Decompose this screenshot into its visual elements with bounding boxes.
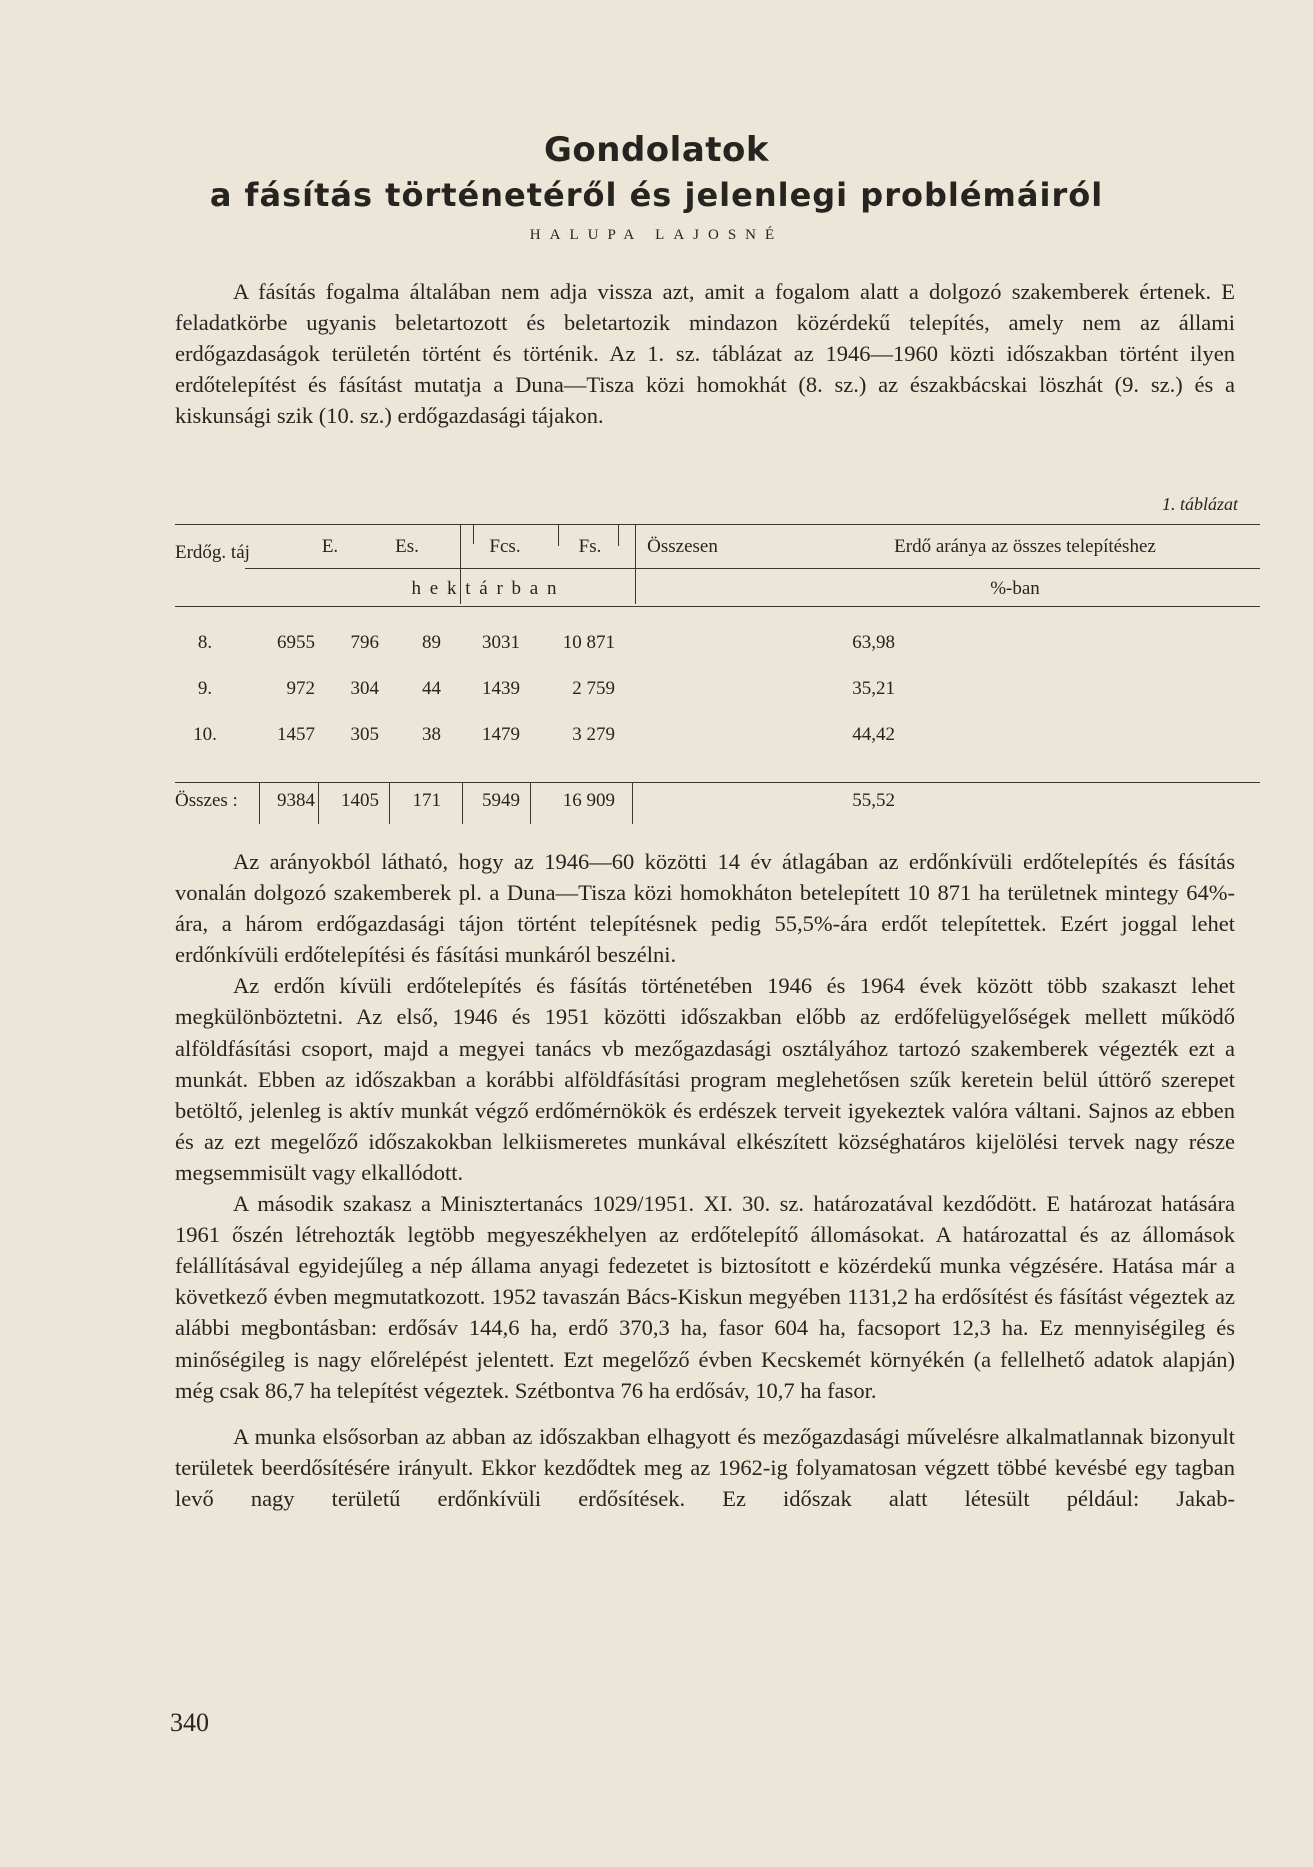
total-cell: 9384 [277, 790, 315, 811]
intro-paragraph [175, 276, 1235, 431]
paragraph: Az erdőn kívüli erdőtelepítés és fásítás történetében 1946 és 1964 évek között több szakaszt lehet megkülönböztetni. Az első, 1946 és 1951 közötti időszakban előbb az erdőfelügyelőségek mellett működő alföldfásítási csoport, majd a megyei tanács vb mezőgazdasági osztályához tartozó szakemberek végezték ezt a munkát. Ebben az időszakban a korábbi alföldfásítási program meglehetősen szűk keretein belül úttörő szerepet betöltő, jelenleg is aktív munkát végző erdőmérnökök és erdészek terveit igyekeztek valóra váltani. Sajnos az ebben és az ezt megelőző időszakokban lelkiismeretes munkával elkészített községhatáros kijelölési tervek nagy része megsemmisült vagy elkallódott. [175, 973, 1235, 1185]
cell-ratio: 44,42 [852, 724, 895, 745]
article-title: Gondolatok [544, 130, 769, 170]
paragraph: A fásítás fogalma általában nem adja vissza azt, amit a fogalom alatt a dolgozó szakemberek értenek. E feladatkörbe ugyanis beletartozott és beletartozik mindazon közérdekű telepítés, amely nem az állami erdőgazdaságok területén történt és történik. Az 1. sz. táblázat az 1946—1960 közti időszakban történt ilyen erdőtelepítést és fásítást mutatja a Duna—Tisza közi homokhát (8. sz.) az északbácskai löszhát (9. sz.) és a kiskunsági szik (10. sz.) erdőgazdasági tájakon. [175, 279, 1235, 429]
header-es: Es. [395, 536, 419, 557]
cell: 1479 [482, 724, 520, 745]
total-label: Összes : [175, 790, 238, 811]
row-label: 9. [197, 678, 213, 699]
cell: 2 759 [572, 678, 615, 699]
cell: 1439 [482, 678, 520, 699]
total-ratio: 55,52 [852, 790, 895, 811]
cell: 3031 [482, 632, 520, 653]
header-e: E. [321, 536, 339, 557]
cell: 6955 [277, 632, 315, 653]
unit-percent: %-ban [990, 578, 1040, 599]
author-name: HALUPA LAJOSNÉ [529, 227, 784, 243]
cell-ratio: 35,21 [852, 678, 895, 699]
row-label: 10. [193, 724, 217, 745]
article-subtitle: a fásítás történetéről és jelenlegi problémáiról [209, 176, 1104, 214]
paragraph: Az arányokból látható, hogy az 1946—60 közötti 14 év átlagában az erdőnkívüli erdőtelepítés és fásítás vonalán dolgozó szakemberek pl. a Duna—Tisza közi homokháton betelepített 10 871 ha területnek mintegy 64%-ára, a három erdőgazdasági tájon történt telepítésnek pedig 55,5%-ára erdőt telepítettek. Ezért joggal lehet erdőnkívüli erdőtelepítési és fásítási munkáról beszélni. [175, 849, 1235, 968]
header-fcs: Fcs. [489, 536, 521, 557]
paragraph: A munka elsősorban az abban az időszakban elhagyott és mezőgazdasági művelésre alkalmatlannak bizonyult területek beerdősítésére irányult. Ekkor kezdődtek meg az 1962-ig folyamatosan végzett többé kevésbé egy tagban levő nagy területű erdőnkívüli erdősítések. Ez időszak alatt létesült például: Jakab- [175, 1423, 1235, 1511]
header-fs: Fs. [578, 536, 602, 557]
cell: 38 [422, 724, 441, 745]
unit-hectare: h e k t á r b a n [411, 578, 559, 599]
total-cell: 1405 [341, 790, 379, 811]
table-caption: 1. táblázat [1161, 494, 1238, 514]
header-total: Összesen [647, 536, 718, 557]
paragraph: A második szakasz a Minisztertanács 1029/1951. XI. 30. sz. határozatával kezdődött. E határozat hatására 1961 őszén létrehozták legtöbb megyeszékhelyen az erdőtelepítő állomásokat. A határozattal és az állomások felállításával egyidejűleg a nép állama anyagi fedezetet is biztosított e közérdekű munka végzésére. Hatása már a következő évben megmutatkozott. 1952 tavaszán Bács-Kiskun megyében 1131,2 ha erdősítést és fásítást végeztek az alábbi megbontásban: erdősáv 144,6 ha, erdő 370,3 ha, fasor 604 ha, facsoport 12,3 ha. Ez mennyiségileg és minőségileg is nagy előrelépést jelentett. Ezt megelőző évben Kecskemét környékén (a fellelhető adatok alapján) még csak 86,7 ha telepítést végeztek. Szétbontva 76 ha erdősáv, 10,7 ha fasor. [175, 1191, 1235, 1403]
cell: 305 [350, 724, 379, 745]
data-table [175, 524, 1260, 824]
total-cell: 16 909 [562, 790, 615, 811]
header-ratio: Erdő aránya az összes telepítéshez [894, 536, 1156, 557]
page-number: 340 [170, 1708, 209, 1737]
cell: 89 [422, 632, 441, 653]
cell: 10 871 [562, 632, 615, 653]
cell: 3 279 [572, 724, 615, 745]
cell: 44 [422, 678, 441, 699]
cell: 796 [350, 632, 379, 653]
cell: 1457 [277, 724, 315, 745]
cell: 304 [350, 678, 379, 699]
cell: 972 [286, 678, 315, 699]
body-text [175, 846, 1235, 1514]
header-row-label: Erdőg. táj [175, 542, 250, 563]
cell-ratio: 63,98 [852, 632, 895, 653]
total-cell: 171 [412, 790, 441, 811]
row-label: 8. [197, 632, 213, 653]
total-cell: 5949 [482, 790, 520, 811]
